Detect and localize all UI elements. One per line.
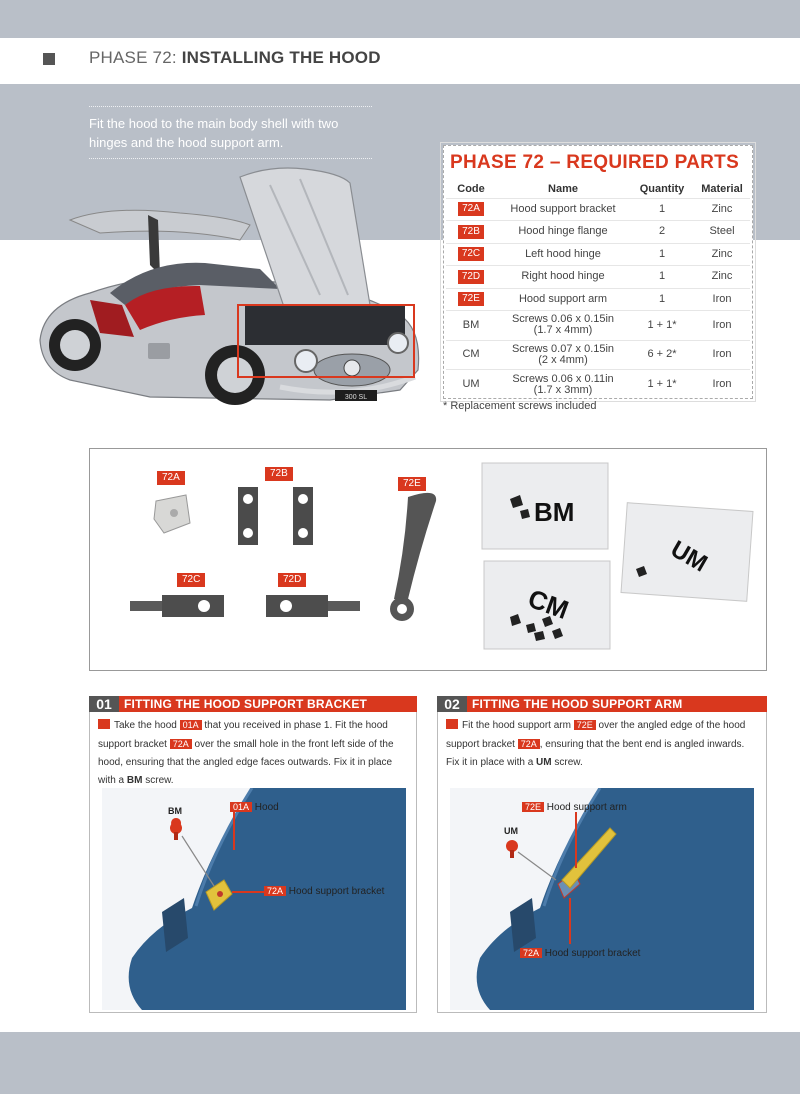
table-row (446, 311, 750, 341)
phase-label: PHASE 72: (89, 48, 177, 67)
phase-title: INSTALLING THE HOOD (181, 48, 381, 67)
intro-text: Fit the hood to the main body shell with two hinges and the hood support arm. (89, 106, 372, 159)
car-illustration (30, 165, 450, 430)
callout-text: Hood support bracket (288, 886, 385, 897)
part-name: Hood support bracket (496, 198, 630, 221)
inline-code: 72A (170, 739, 192, 749)
required-parts-panel (443, 145, 753, 399)
label-72d: 72D (278, 573, 306, 587)
step-number: 02 (437, 696, 467, 712)
callout-bracket (264, 886, 384, 897)
instruction-text: Take the hood (114, 720, 177, 731)
part-code: 72E (458, 292, 484, 306)
page-title (89, 48, 381, 68)
part-size: (1.7 x 3mm) (533, 383, 593, 396)
col-code: Code (457, 182, 485, 195)
callout-text: Hood (254, 802, 279, 813)
part-code: 72B (458, 225, 484, 239)
instruction-text: screw. (145, 775, 174, 786)
step-number: 01 (89, 696, 119, 712)
instruction-text: Fit the hood support arm (462, 720, 571, 731)
callout-hood (230, 802, 279, 813)
instruction-text: , ensuring that the bent end is angled inwards. Fix it in place with a (446, 739, 745, 768)
instruction-text: that you received in phase 1. Fit the hood support bracket (98, 720, 388, 750)
part-code: 72D (458, 270, 484, 284)
part-code: 72A (458, 202, 484, 216)
part-material: Zinc (694, 243, 750, 266)
plate-text: 300 SL (344, 394, 368, 401)
part-quantity: 1 + 1* (630, 370, 694, 400)
screw-label: BM (168, 806, 182, 816)
bag-bm-label: BM (534, 497, 575, 527)
part-material: Zinc (694, 266, 750, 289)
part-name: Screws 0.06 x 0.11in (512, 372, 614, 385)
inline-code: 72E (522, 802, 544, 812)
table-row (446, 266, 750, 289)
table-row (446, 340, 750, 370)
table-row (446, 243, 750, 266)
step-01 (89, 696, 417, 1013)
step-02-instructions (438, 712, 766, 772)
instruction-text: screw. (554, 757, 583, 768)
part-size: (2 x 4mm) (538, 353, 588, 366)
part-name: Right hood hinge (496, 266, 630, 289)
replacement-footnote: * Replacement screws included (443, 400, 597, 412)
step-02-body (437, 712, 767, 1013)
callout-bracket (520, 948, 640, 959)
col-quantity: Quantity (639, 182, 685, 195)
part-quantity: 1 (630, 288, 694, 311)
part-name: Hood support arm (496, 288, 630, 311)
part-name: Screws 0.06 x 0.15in (511, 313, 615, 326)
label-72a: 72A (157, 471, 185, 485)
col-name: Name (548, 182, 578, 195)
table-row (446, 288, 750, 311)
label-72b: 72B (265, 467, 293, 481)
part-quantity: 1 (630, 243, 694, 266)
part-material: Iron (694, 370, 750, 400)
callout-text: Hood support bracket (544, 948, 641, 959)
part-name: Hood hinge flange (496, 221, 630, 244)
bag-cm-label: CM (524, 583, 573, 626)
callout-text: Hood support arm (546, 802, 627, 813)
inline-code: 72E (574, 720, 596, 730)
step-title: FITTING THE HOOD SUPPORT BRACKET (124, 697, 368, 711)
parts-photo-panel (89, 448, 767, 671)
bullet-marker (446, 719, 458, 729)
part-name: Left hood hinge (496, 243, 630, 266)
table-row (446, 221, 750, 244)
part-material: Zinc (694, 198, 750, 221)
part-code: 72C (458, 247, 484, 261)
table-row (446, 198, 750, 221)
step-01-header (89, 696, 417, 712)
parts-title: PHASE 72 – REQUIRED PARTS (450, 152, 740, 173)
part-quantity: 1 (630, 266, 694, 289)
bag-um-label: UM (666, 535, 712, 578)
bottom-band (0, 1032, 800, 1094)
part-quantity: 1 (630, 198, 694, 221)
inline-code: 72A (264, 886, 286, 896)
inline-code: 72A (520, 948, 542, 958)
top-band (0, 0, 800, 38)
inline-code: 01A (230, 802, 252, 812)
label-72c: 72C (177, 573, 205, 587)
col-material: Material (701, 182, 743, 195)
part-code: UM (446, 370, 496, 400)
instruction-text: over the angled edge of the hood support bracket (446, 720, 746, 750)
screw-code: UM (536, 757, 552, 768)
instruction-text: over the small hole in the front left side of the hood, ensuring that the angled edge faces outwards. Fix it in place with a (98, 739, 394, 786)
screw-code: BM (126, 775, 143, 786)
part-quantity: 1 + 1* (630, 311, 694, 341)
step-01-diagram (102, 788, 406, 1010)
step-01-instructions (90, 712, 416, 790)
table-row (446, 370, 750, 400)
part-code: CM (446, 340, 496, 370)
part-material: Iron (694, 311, 750, 341)
part-size: (1.7 x 4mm) (533, 324, 593, 337)
part-material: Iron (694, 340, 750, 370)
inline-code: 72A (518, 739, 540, 749)
screw-label: UM (504, 826, 518, 836)
part-material: Steel (694, 221, 750, 244)
parts-table (446, 180, 750, 399)
part-quantity: 6 + 2* (630, 340, 694, 370)
part-quantity: 2 (630, 221, 694, 244)
step-02-diagram (450, 788, 754, 1010)
step-title: FITTING THE HOOD SUPPORT ARM (472, 697, 683, 711)
bullet-marker (98, 719, 110, 729)
part-name: Screws 0.07 x 0.15in (511, 342, 615, 355)
callout-arm (522, 802, 627, 813)
title-marker (43, 53, 55, 65)
inline-code: 01A (180, 720, 202, 730)
step-02-header (437, 696, 767, 712)
part-material: Iron (694, 288, 750, 311)
step-01-body (89, 712, 417, 1013)
part-code: BM (446, 311, 496, 341)
label-72e: 72E (398, 477, 426, 491)
step-02 (437, 696, 767, 1013)
